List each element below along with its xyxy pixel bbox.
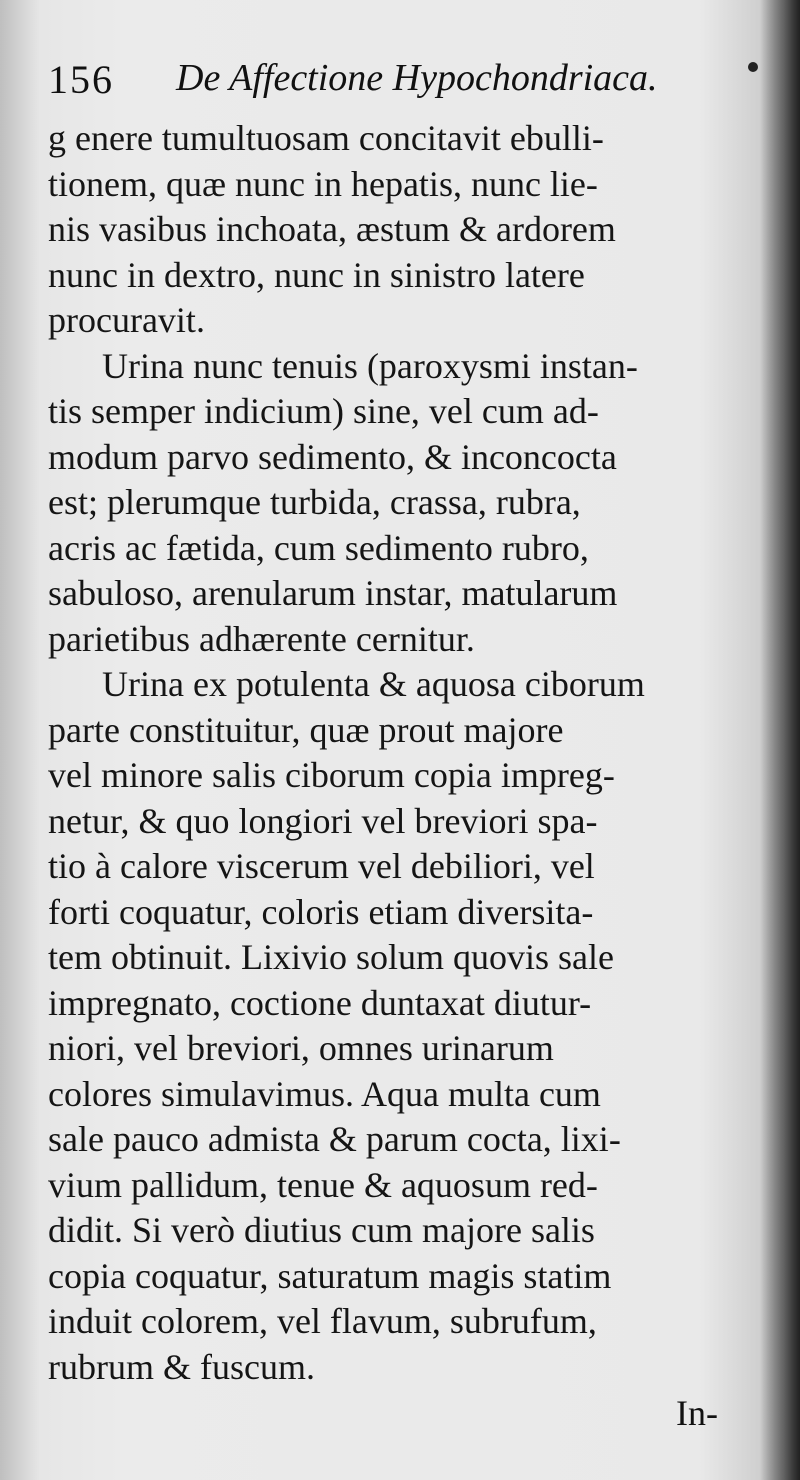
text-line: forti coquatur, coloris etiam diversita- (48, 891, 594, 932)
text-line: tem obtinuit. Lixivio solum quovis sale (48, 937, 614, 977)
text-line: modum parvo sedimento, & inconcocta (48, 436, 617, 477)
text-line: acris ac fætida, cum sedimento rubro, (48, 527, 589, 568)
running-title: De Affectione Hypochondriaca. (176, 57, 658, 99)
text-line: sale pauco admista & parum cocta, lixi- (48, 1119, 621, 1159)
text-line: Urina nunc tenuis (paroxysmi instan- (102, 345, 638, 386)
text-line: tionem, quæ nunc in hepatis, nunc lie- (48, 163, 598, 204)
page-edge-shadow (760, 0, 800, 1480)
page-header (48, 52, 768, 102)
text-line: colores simulavimus. Aqua multa cum (48, 1073, 601, 1114)
text-line: impregnato, coctione duntaxat diutur- (48, 982, 592, 1023)
text-line: Urina ex potulenta & aquosa ciborum (102, 664, 645, 704)
text-line: nunc in dextro, nunc in sinistro latere (48, 254, 585, 295)
text-line: tio à calore viscerum vel debiliori, vel (48, 846, 595, 886)
text-line: netur, & quo longiori vel breviori spa- (48, 800, 598, 841)
body-text (48, 116, 760, 1390)
text-line: vium pallidum, tenue & aquosum red- (48, 1164, 598, 1205)
text-line: vel minore salis ciborum copia impreg- (48, 755, 615, 795)
text-line: copia coquatur, saturatum magis statim (48, 1255, 612, 1296)
text-line: didit. Si verò diutius cum majore salis (48, 1210, 595, 1250)
text-line: parte constituitur, quæ prout majore (48, 709, 564, 750)
text-line: tis semper indicium) sine, vel cum ad- (48, 391, 599, 431)
text-line: procuravit. (48, 300, 205, 340)
text-line: niori, vel breviori, omnes urinarum (48, 1028, 554, 1068)
catchword: In- (676, 1393, 718, 1433)
page-number: 156 (48, 57, 114, 102)
text-line: rubrum & fuscum. (48, 1346, 315, 1387)
text-line: sabuloso, arenularum instar, matularum (48, 573, 618, 613)
text-line: parietibus adhærente cernitur. (48, 618, 475, 659)
text-line: g enere tumultuosam concitavit ebulli- (48, 118, 604, 158)
text-line: nis vasibus inchoata, æstum & ardorem (48, 209, 616, 249)
text-line: induit colorem, vel flavum, subrufum, (48, 1301, 597, 1341)
ink-speck-ornament (748, 62, 758, 72)
text-line: est; plerumque turbida, crassa, rubra, (48, 482, 581, 522)
